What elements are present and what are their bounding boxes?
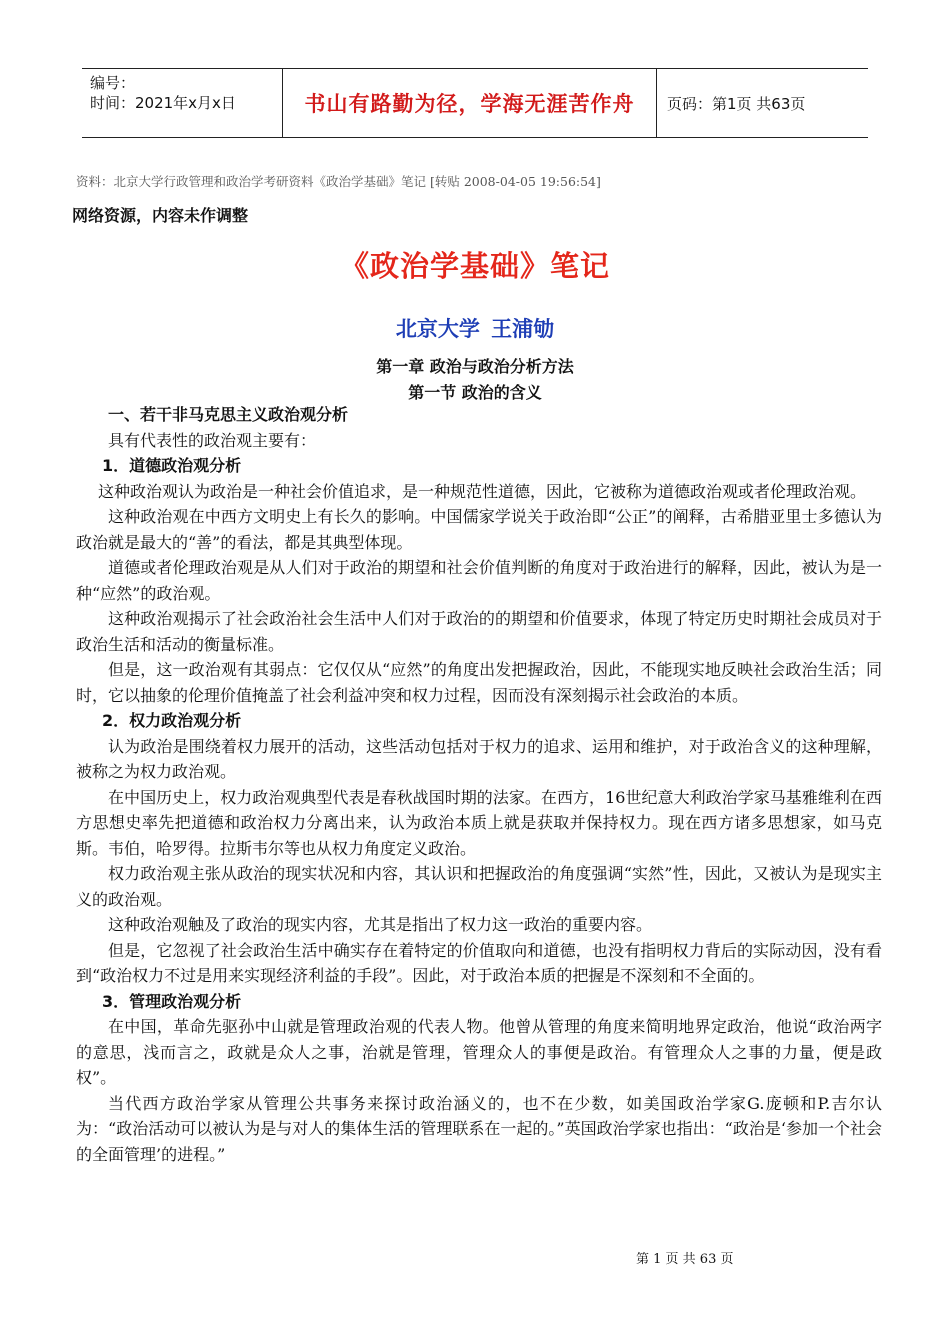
- header-motto: 书山有路勤为径，学海无涯苦作舟: [282, 69, 657, 137]
- subheading: 一、若干非马克思主义政治观分析: [108, 405, 349, 424]
- subheading: 2．权力政治观分析: [102, 711, 242, 730]
- paragraph: 这种政治观触及了政治的现实内容，尤其是指出了权力这一政治的重要内容。: [108, 915, 653, 934]
- paragraph: 但是，它忽视了社会政治生活中确实存在着特定的价值取向和道德，也没有指明权力背后的实际动因，没有看到“政治权力不过是用来实现经济利益的手段”。因此，对于政治本质的把握是不深刻和不全面的。: [76, 940, 882, 985]
- paragraph: 这种政治观揭示了社会政治社会生活中人们对于政治的的期望和价值要求，体现了特定历史时期社会成员对于政治生活和活动的衡量标准。: [76, 609, 882, 654]
- author-line: 北京大学 王浦劬: [395, 316, 555, 341]
- paragraph: 在中国，革命先驱孙中山就是管理政治观的代表人物。他曾从管理的角度来简明地界定政治，他说“政治两字的意思，浅而言之，政就是众人之事，治就是管理，管理众人的事便是政治。有管理众人之事的力量，便是政权”。: [76, 1017, 882, 1087]
- paragraph: 这种政治观在中西方文明史上有长久的影响。中国儒家学说关于政治即“公正”的阐释，古希腊亚里士多德认为政治就是最大的“善”的看法，都是其典型体现。: [76, 507, 882, 552]
- subheading: 1．道德政治观分析: [102, 456, 242, 475]
- paragraph: 道德或者伦理政治观是从人们对于政治的期望和社会价值判断的角度对于政治进行的解释，因此，被认为是一种“应然”的政治观。: [76, 558, 882, 603]
- body-content: [76, 402, 882, 1167]
- notice-text: 网络资源，内容未作调整: [72, 206, 249, 225]
- paragraph: 这种政治观认为政治是一种社会价值追求，是一种规范性道德，因此，它被称为道德政治观或者伦理政治观。: [98, 481, 867, 501]
- header-page-label: 页码：第1页 共63页: [667, 94, 806, 113]
- header-meta-cell: [82, 69, 282, 137]
- subheading: 3．管理政治观分析: [102, 991, 242, 1011]
- source-line: 资料：北京大学行政管理和政治学考研资料《政治学基础》笔记 [转贴 2008-04-05 19:56:54]: [76, 174, 601, 189]
- page-footer: 第 1 页 共 63 页: [636, 1252, 734, 1267]
- paragraph: 但是，这一政治观有其弱点：它仅仅从“应然”的角度出发把握政治，因此，不能现实地反映社会政治生活；同时，它以抽象的伦理价值掩盖了社会利益冲突和权力过程，因而没有深刻揭示社会政治的本质。: [76, 660, 882, 705]
- paragraph: 权力政治观主张从政治的现实状况和内容，其认识和把握政治的角度强调“实然”性，因此，又被认为是现实主义的政治观。: [76, 864, 882, 909]
- paragraph: 当代西方政治学家从管理公共事务来探讨政治涵义的，也不在少数，如美国政治学家G.庞顿和P.吉尔认为：“政治活动可以被认为是与对人的集体生活的管理联系在一起的。”英国政治学家也指出：“政治是‘参加一个社会的全面管理’的进程。”: [76, 1093, 882, 1164]
- paragraph: 在中国历史上，权力政治观典型代表是春秋战国时期的法家。在西方，16世纪意大利政治学家马基雅维利在西方思想史率先把道德和政治权力分离出来，认为政治本质上就是获取并保持权力。现在西方诸多思想家，如马克斯。韦伯，哈罗得。拉斯韦尔等也从权力角度定义政治。: [76, 787, 882, 858]
- section-heading: 第一节 政治的含义: [408, 383, 542, 402]
- document-title: 《政治学基础》笔记: [339, 249, 610, 283]
- time-label: 时间：2021年x月x日: [90, 94, 236, 112]
- paragraph: 认为政治是围绕着权力展开的活动，这些活动包括对于权力的追求、运用和维护，对于政治含义的这种理解，被称之为权力政治观。: [76, 736, 882, 781]
- page-header-table: [82, 68, 868, 138]
- number-label: 编号：: [90, 74, 136, 92]
- chapter-heading: 第一章 政治与政治分析方法: [376, 357, 574, 376]
- paragraph: 具有代表性的政治观主要有：: [108, 430, 317, 450]
